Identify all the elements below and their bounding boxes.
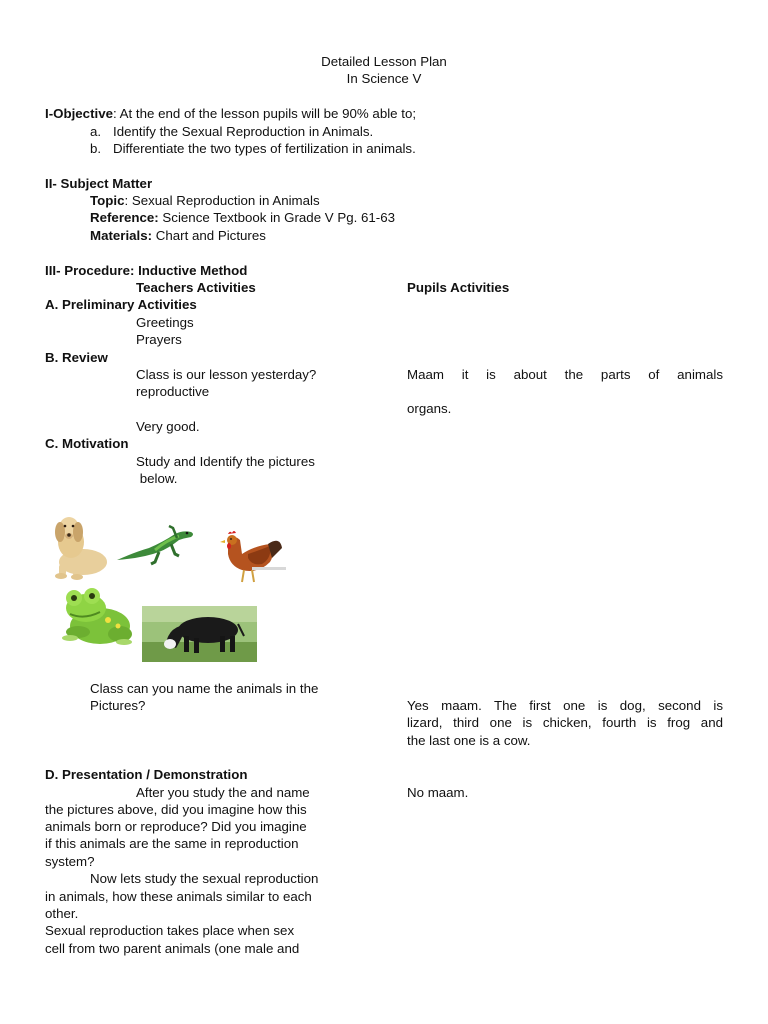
review-pupil-answer-line2: organs. [407,401,452,416]
presentation-line: animals born or reproduce? Did you imagine [45,819,307,834]
materials-line [90,227,266,244]
presentation-line: After you study the and name [136,785,310,800]
objective-text: : At the end of the lesson pupils will be 90% able to; [112,106,417,121]
presentation-pupil-answer: No maam. [407,785,469,800]
review-teacher-question: Class is our lesson yesterday? [136,367,317,382]
motivation-instruction-line1: Study and Identify the pictures [136,454,315,469]
preliminary-heading: A. Preliminary Activities [45,297,197,312]
dog-picture [45,512,111,580]
reference-line [90,209,395,226]
reference-label: Reference: [90,210,159,225]
pupils-activities-header: Pupils Activities [407,280,510,295]
motivation-instruction-line2: below. [136,471,178,486]
frog-picture [60,586,134,650]
motivation-answer-line2: lizard, third one is chicken, fourth is frog and [407,715,723,730]
motivation-answer-line3: the last one is a cow. [407,733,531,748]
list-item-text: Identify the Sexual Reproduction in Animals. [113,124,374,139]
presentation-line: in animals, how these animals similar to each [45,889,312,904]
review-teacher-word: reproductive [136,384,210,399]
list-item-text: Differentiate the two types of fertilization in animals. [113,141,416,156]
chicken-picture [214,528,286,584]
presentation-line: Sexual reproduction takes place when sex [45,923,295,938]
preliminary-item-greetings: Greetings [136,315,194,330]
subject-matter-heading: II- Subject Matter [45,176,153,191]
topic-line [90,192,320,209]
presentation-line: if this animals are the same in reproduction [45,836,299,851]
motivation-question-line1: Class can you name the animals in the [90,681,319,696]
materials-value: Chart and Pictures [152,228,266,243]
review-teacher-praise: Very good. [136,419,200,434]
presentation-heading: D. Presentation / Demonstration [45,767,248,782]
motivation-heading: C. Motivation [45,436,129,451]
objective-line [45,105,416,122]
review-pupil-answer-line1: Maam it is about the parts of animals [407,367,723,382]
presentation-line: system? [45,854,95,869]
review-heading: B. Review [45,350,108,365]
document-subtitle: In Science V [346,71,422,86]
presentation-line: the pictures above, did you imagine how this [45,802,307,817]
objective-item-b [90,140,416,157]
objective-item-a [90,123,374,140]
preliminary-item-prayers: Prayers [136,332,182,347]
presentation-line: cell from two parent animals (one male and [45,941,300,956]
topic-label: Topic [90,193,125,208]
presentation-line: Now lets study the sexual reproduction [90,871,319,886]
list-marker: b. [90,141,102,156]
motivation-answer-line1: Yes maam. The first one is dog, second is [407,698,723,713]
objective-label: I-Objective [45,106,113,121]
motivation-question-line2: Pictures? [90,698,146,713]
teachers-activities-header: Teachers Activities [136,280,256,295]
document-title: Detailed Lesson Plan [321,54,447,69]
topic-value: : Sexual Reproduction in Animals [124,193,320,208]
presentation-line: other. [45,906,79,921]
materials-label: Materials: [90,228,153,243]
cow-picture [142,606,257,662]
lizard-picture [115,522,197,568]
procedure-heading: III- Procedure: Inductive Method [45,263,248,278]
reference-value: Science Textbook in Grade V Pg. 61-63 [158,210,396,225]
list-marker: a. [90,124,102,139]
